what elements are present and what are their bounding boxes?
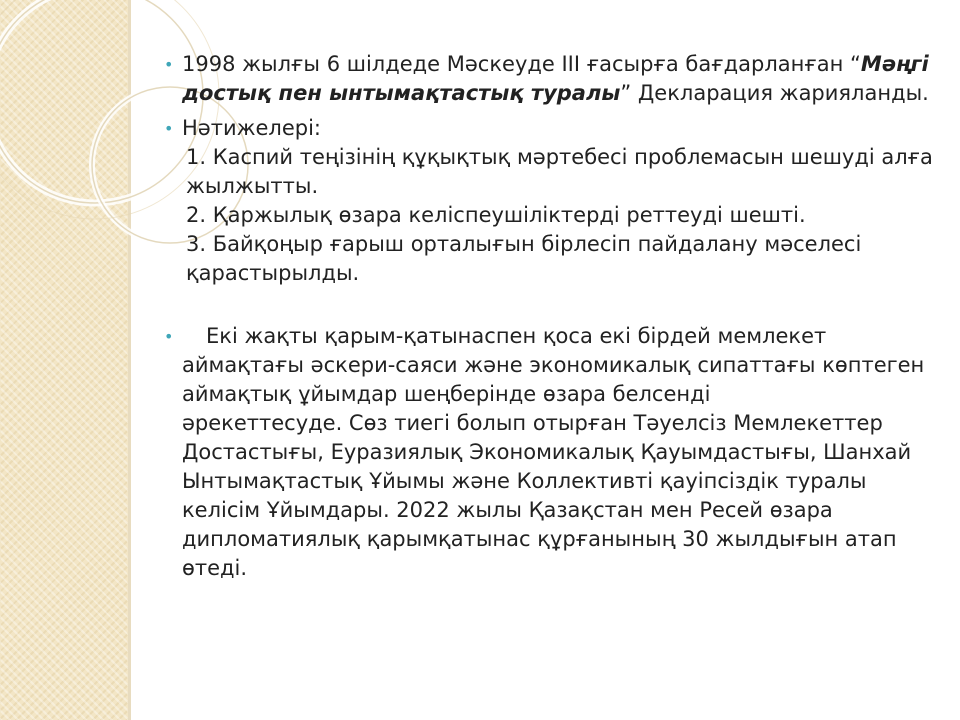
result-item-3: 3. Байқоңыр ғарыш орталығын бірлесіп пайдалану мәселесі қарастырылды. xyxy=(186,232,862,285)
declaration-text xyxy=(182,50,944,108)
cooperation-text-1: Екі жақты қарым-қатынаспен қоса екі бірдей мемлекет аймақтағы әскери-саяси және экономикалық сипаттағы көптеген аймақтық ұйымдар шеңберінде өзара белсенді xyxy=(182,324,925,406)
result-item-1: 1. Каспий теңізінің құқықтық мәртебесі проблемасын шешуді алға жылжытты. xyxy=(186,145,933,198)
declaration-part1: 1998 жылғы 6 шілдеде Мәскеуде ІІІ ғасырға бағдарланған “ xyxy=(182,52,861,76)
bullet-dot-icon: • xyxy=(164,119,174,138)
declaration-title: Мәңгі достық пен ынтымақтастық туралы xyxy=(182,52,929,105)
slide-content xyxy=(164,50,944,583)
bullet-declaration xyxy=(164,50,944,108)
bullet-results xyxy=(164,114,944,288)
bullet-cooperation xyxy=(164,322,944,583)
results-heading: Нәтижелері: xyxy=(182,116,322,140)
bullet-dot-icon: • xyxy=(164,327,174,346)
cooperation-text-2: әрекеттесуде. Сөз тиегі болып отырған Тәуелсіз Мемлекеттер Достастығы, Еуразиялық Экономикалық Қауымдастығы, Шанхай Ынтымақтастық Ұйымы және Коллективті қауіпсіздік туралы келісім Ұйымдары. 2022 жылы Қазақстан мен Ресей өзара дипломатиялық қарымқатынас құрғанының 30 жылдығын атап өтеді. xyxy=(182,411,912,580)
declaration-part2: ” Декларация жарияланды. xyxy=(620,81,929,105)
bullet-dot-icon: • xyxy=(164,55,174,74)
result-item-2: 2. Қаржылық өзара келіспеушіліктерді реттеуді шешті. xyxy=(186,203,806,227)
